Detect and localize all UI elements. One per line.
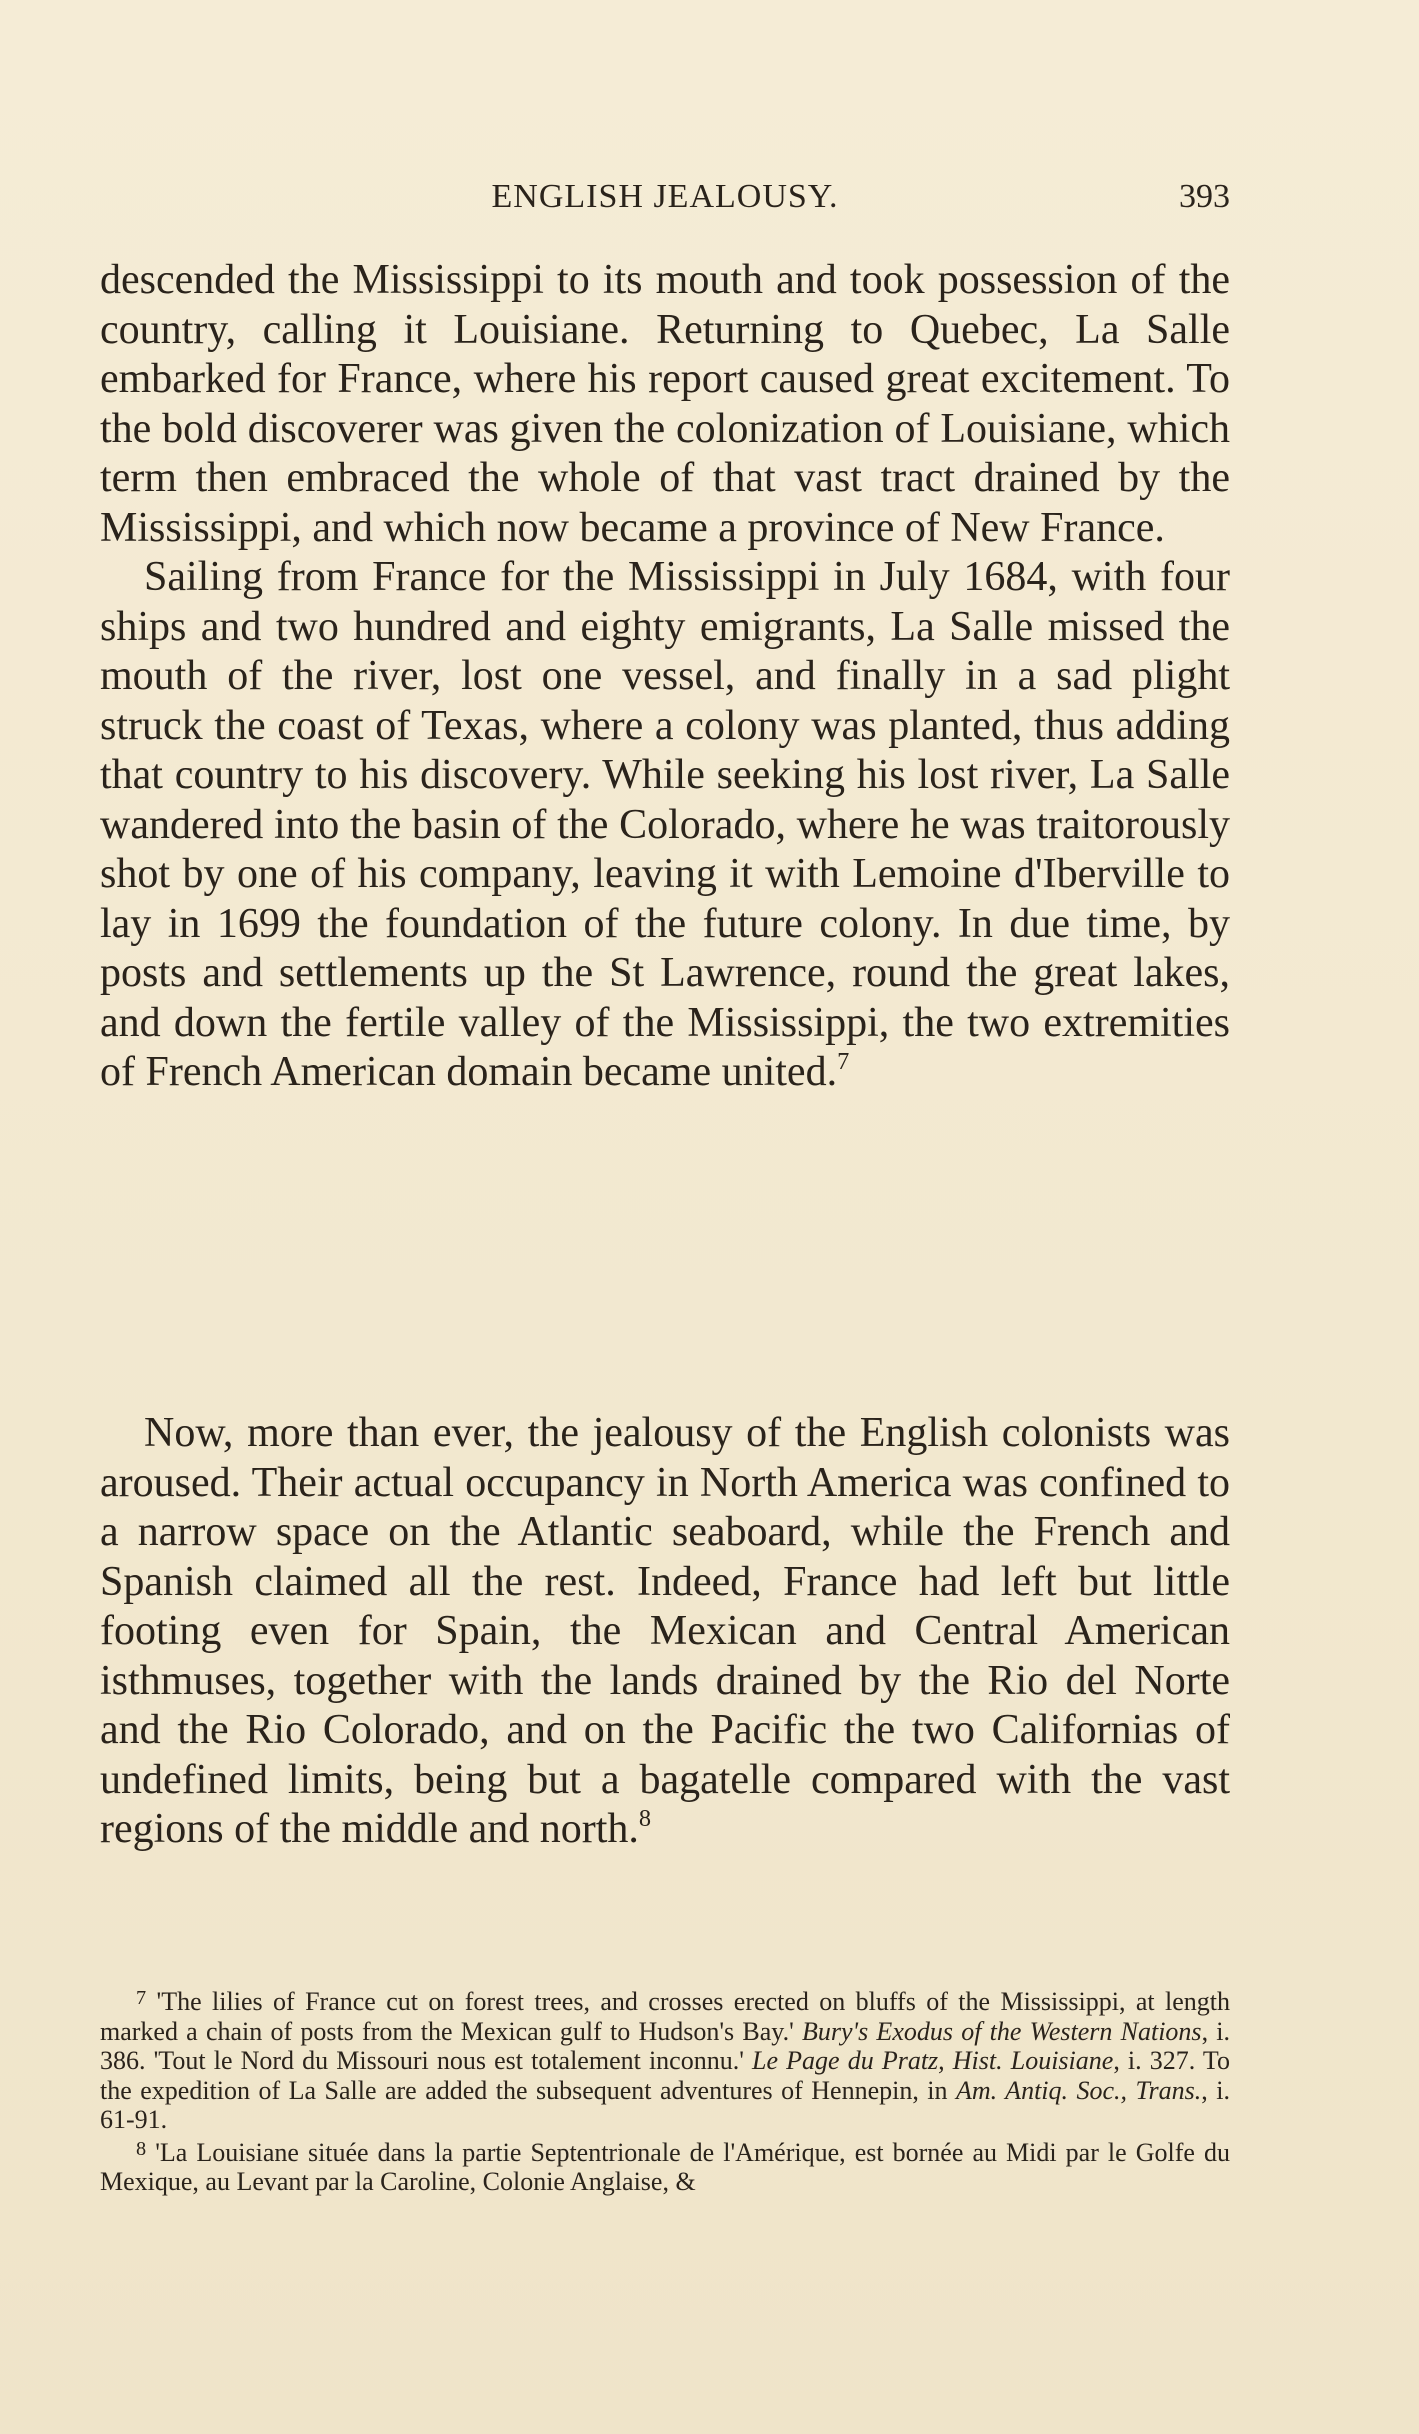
paragraph-3-text: Now, more than ever, the jealousy of the English colonists was aroused. Their actual occupancy in North America was confined to a narrow space on the Atlantic seaboard, while the French and Spanish claimed all the rest. Indeed, France had left but little footing even for Spain, the Mexican and Central American isthmuses, together with the lands drained by the Rio del Norte and the Rio Colorado, and on the Pacific the two Californias of undefined limits, being but a bagatelle compared with the vast regions of the middle and north. <box>100 1410 1230 1852</box>
footnote-7: $^7$ 'The lilies of France cut on forest trees, and crosses erected on bluffs of the Mississippi, at length marked a chain of posts from the Mexican gulf to Hudson's Bay.' Bury's Exodus of the Western Nations, i. 386. 'Tout le Nord du Missouri nous est totalement inconnu.' Le Page du Pratz, Hist. Louisiane, i. 327. To the expedition of La Salle are added the subsequent adventures of Hennepin, in Am. Antiq. Soc., Trans., i. 61-91. <box>100 1987 1231 2135</box>
main-text-block <box>100 256 1230 1098</box>
page-header <box>100 178 1230 228</box>
footnote-ref-7: 7 <box>837 1048 850 1076</box>
footnote-7-marker: 7 <box>136 1987 147 2009</box>
footnote-8: $^8$ 'La Louisiane située dans la partie Septentrionale de l'Amérique, est bornée au Midi par le Golfe du Mexique, au Levant par la Caroline, Colonie Anglaise, & <box>100 2137 1230 2197</box>
citation-am-antiq-soc: Am. Antiq. Soc., Trans. <box>956 2075 1202 2105</box>
paragraph-la-salle-voyage <box>100 553 1230 1098</box>
footnotes <box>100 1984 1230 2197</box>
citation-le-page-du-pratz: Le Page du Pratz, Hist. Louisiane <box>752 2046 1114 2076</box>
paragraph-2-text: Sailing from France for the Mississippi in July 1684, with four ships and two hundred and eighty emigrants, La Salle missed the mouth of the river, lost one vessel, and finally in a sad plight struck the coast of Texas, where a colony was planted, thus adding that country to his discovery. While seeking his lost river, La Salle wandered into the basin of the Colorado, where he was traitorously shot by one of his company, leaving it with Lemoine d'Iberville to lay in 1699 the foundation of the future colony. In due time, by posts and settlements up the St Lawrence, round the great lakes, and down the fertile valley of the Mississippi, the two extremities of French American domain became united. <box>100 554 1230 1095</box>
citation-bury: Bury's Exodus of the Western Nations <box>802 2016 1202 2046</box>
running-head: ENGLISH JEALOUSY. <box>491 178 839 215</box>
paragraph-english-jealousy <box>100 1409 1230 1855</box>
footnote-8-marker: 8 <box>136 2137 147 2160</box>
paragraph-continued: descended the Mississippi to its mouth and took possession of the country, calling it Louisiane. Returning to Quebec, La Salle embarked for France, where his report caused great excitement. To the bold discoverer was given the colonization of Louisiane, which term then embraced the whole of that vast tract drained by the Mississippi, and which now became a province of New France. <box>100 257 1230 551</box>
footnote-ref-8: 8 <box>638 1805 652 1833</box>
page-number: 393 <box>1179 178 1230 215</box>
